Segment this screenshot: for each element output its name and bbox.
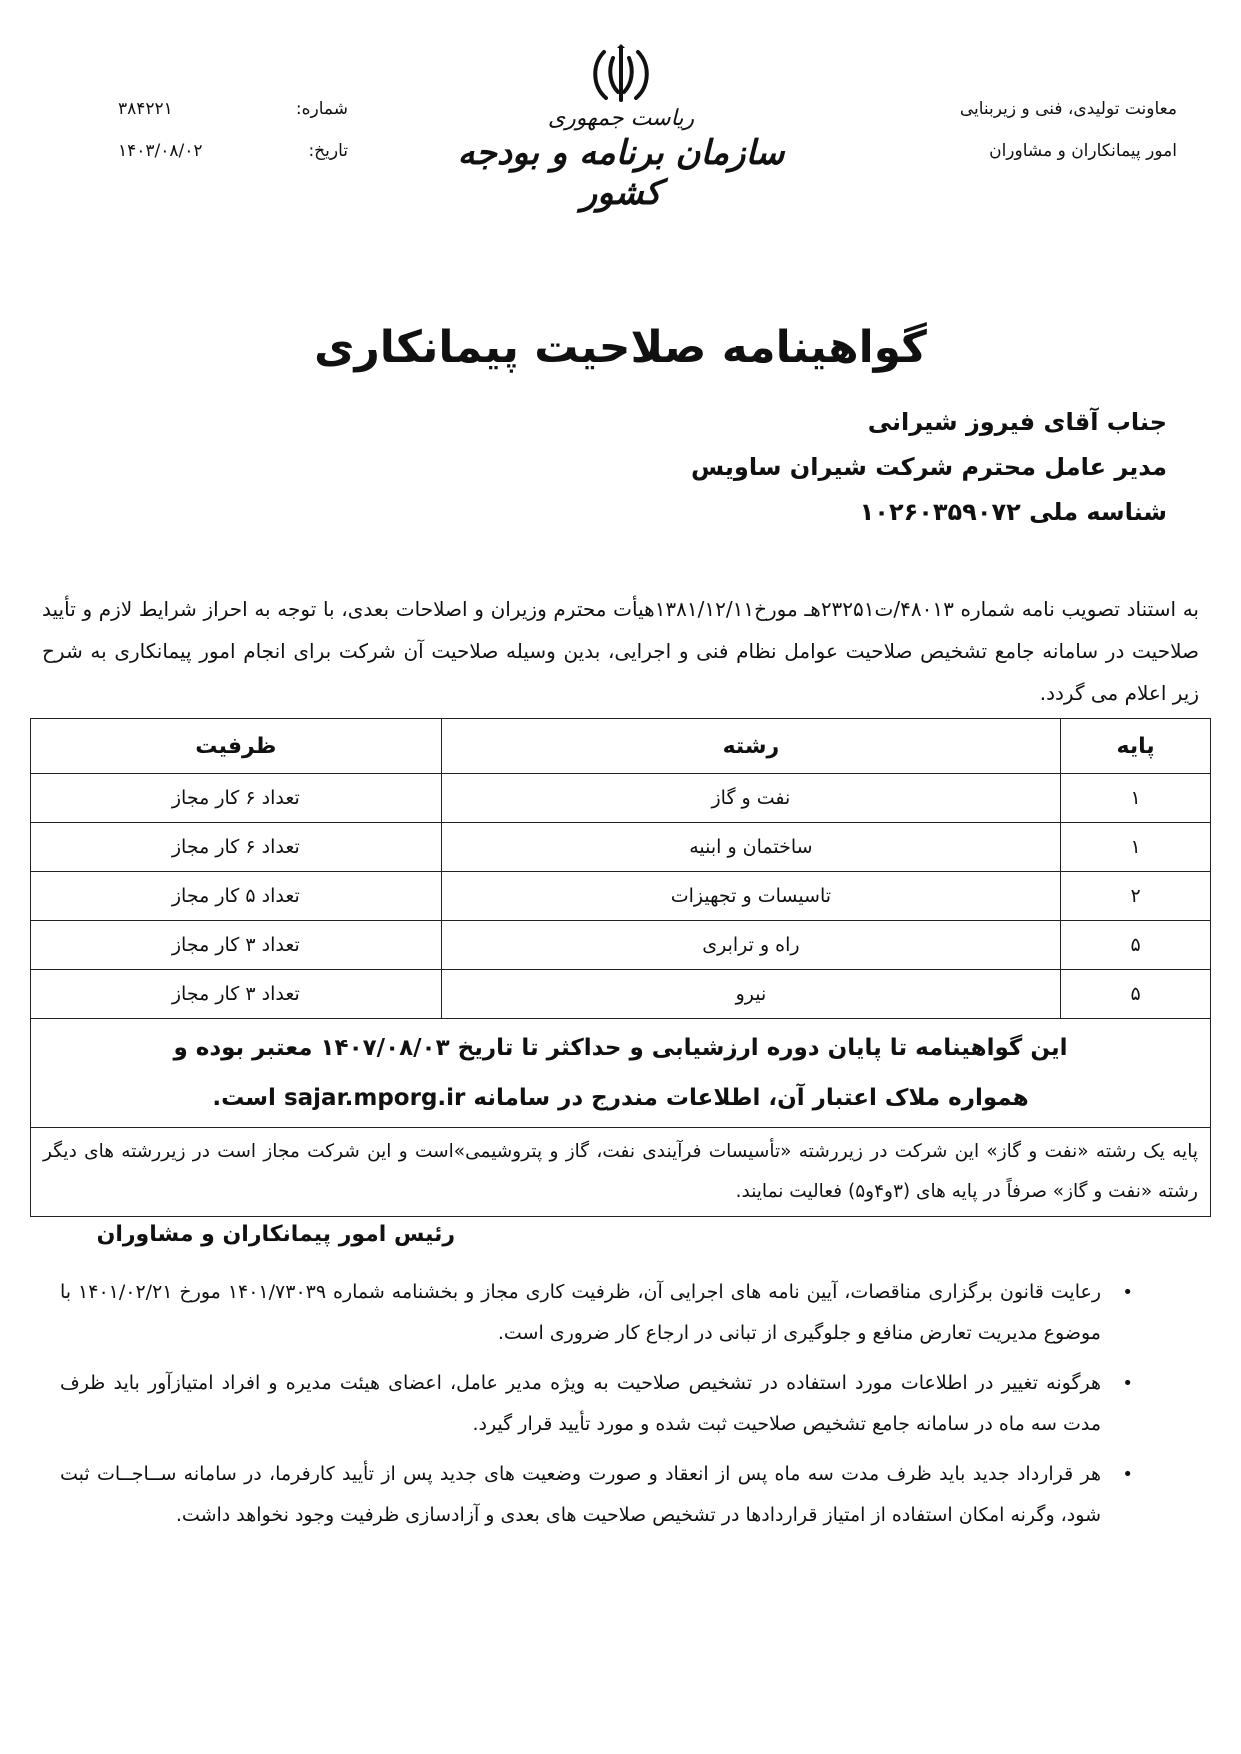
header-field: رشته <box>441 719 1060 774</box>
qualification-table <box>30 718 1211 1217</box>
cell-capacity: تعداد ۳ کار مجاز <box>31 921 442 970</box>
number-row <box>118 88 348 130</box>
validity-line-1: این گواهینامه تا پایان دوره ارزشیابی و حداکثر تا تاریخ ۱۴۰۷/۰۸/۰۳ معتبر بوده و <box>173 1035 1068 1061</box>
list-item-text: رعایت قانون برگزاری مناقصات، آیین نامه های اجرایی آن، ظرفیت کاری مجاز و بخشنامه شماره ۱۴۰۱/۷۳۰۳۹ مورخ ۱۴۰۱/۰۲/۲۱ با موضوع مدیریت تعارض منافع و جلوگیری از تبانی در ارجاع کار ضروری است. <box>60 1281 1102 1344</box>
header-capacity: ظرفیت <box>31 719 442 774</box>
list-item <box>60 1454 1131 1536</box>
cell-capacity: تعداد ۵ کار مجاز <box>31 872 442 921</box>
validity-cell <box>31 1019 1211 1128</box>
cell-capacity: تعداد ۶ کار مجاز <box>31 823 442 872</box>
department-line-2: امور پیمانکاران و مشاوران <box>989 141 1177 161</box>
cell-field: راه و ترابری <box>441 921 1060 970</box>
recipient-block <box>467 400 1167 535</box>
number-label: شماره: <box>295 99 348 119</box>
list-item <box>60 1272 1131 1354</box>
cell-field: نفت و گاز <box>441 774 1060 823</box>
cell-grade: ۱ <box>1061 774 1211 823</box>
date-value: ۱۴۰۳/۰۸/۰۲ <box>118 141 203 161</box>
cell-field: تاسیسات و تجهیزات <box>441 872 1060 921</box>
table-row <box>31 921 1211 970</box>
validity-line-2: همواره ملاک اعتبار آن، اطلاعات مندرج در سامانه sajar.mporg.ir است. <box>212 1085 1029 1111</box>
validity-row <box>31 1019 1211 1128</box>
table-row <box>31 872 1211 921</box>
cell-grade: ۵ <box>1061 970 1211 1019</box>
header-grade: پایه <box>1061 719 1211 774</box>
conditions-list <box>60 1272 1131 1545</box>
recipient-position: مدیر عامل محترم شرکت شیران ساویس <box>690 453 1167 481</box>
list-item-text: هر قرارداد جدید باید ظرف مدت سه ماه پس از انعقاد و صورت وضعیت های جدید پس از تأیید کارفرما، در سامانه ســاجــات ثبت شود، وگرنه امکان استفاده از امتیاز قراردادها در تشخیص صلاحیت های بعدی و آزادسازی ظرفیت وجود نخواهد داشت. <box>60 1463 1101 1526</box>
note-row <box>31 1128 1211 1217</box>
page-title: گواهینامه صلاحیت پیمانکاری <box>314 322 927 373</box>
bullet-icon: • <box>1122 1373 1133 1394</box>
reference-block <box>118 88 348 172</box>
signature-title: رئیس امور پیمانکاران و مشاوران <box>96 1222 455 1247</box>
table-row <box>31 774 1211 823</box>
date-row <box>118 130 348 172</box>
list-item-text: هرگونه تغییر در اطلاعات مورد استفاده در تشخیص صلاحیت به ویژه مدیر عامل، اعضای هیئت مدیره و افراد امتیازآور باید ظرف مدت سه ماه در سامانه جامع تشخیص صلاحیت ثبت شده و مورد تأیید قرار گیرد. <box>60 1372 1101 1435</box>
table-row <box>31 970 1211 1019</box>
date-label: تاریخ: <box>308 141 348 161</box>
table-header-row <box>31 719 1211 774</box>
table-row <box>31 823 1211 872</box>
cell-capacity: تعداد ۶ کار مجاز <box>31 774 442 823</box>
bullet-icon: • <box>1122 1464 1133 1485</box>
recipient-name: جناب آقای فیروز شیرانی <box>867 408 1167 436</box>
organization-name: سازمان برنامه و بودجه کشور <box>457 133 785 213</box>
bullet-icon: • <box>1122 1282 1133 1303</box>
cell-capacity: تعداد ۳ کار مجاز <box>31 970 442 1019</box>
cell-field: نیرو <box>441 970 1060 1019</box>
presidency-text: ریاست جمهوری <box>547 106 695 131</box>
department-line-1: معاونت تولیدی، فنی و زیربنایی <box>959 99 1177 119</box>
cell-grade: ۱ <box>1061 823 1211 872</box>
list-item <box>60 1363 1131 1445</box>
cell-grade: ۲ <box>1061 872 1211 921</box>
department-header <box>847 88 1177 172</box>
organization-logo <box>446 44 796 234</box>
emblem-icon <box>586 44 656 104</box>
national-id: شناسه ملی ۱۰۲۶۰۳۵۹۰۷۲ <box>859 498 1167 526</box>
number-value: ۳۸۴۲۲۱ <box>118 99 173 119</box>
intro-paragraph: به استناد تصویب نامه شماره ۴۸۰۱۳/ت۲۳۲۵۱هـ مورخ۱۳۸۱/۱۲/۱۱هیأت محترم وزیران و اصلاحات بعدی، با توجه به احراز شرایط لازم و تأیید صلاحیت در سامانه جامع تشخیص صلاحیت عوامل نظام فنی و اجرایی، بدین وسیله صلاحیت آن شرکت برای انجام امور پیمانکاری به شرح زیر اعلام می گردد. <box>42 597 1199 705</box>
cell-grade: ۵ <box>1061 921 1211 970</box>
cell-field: ساختمان و ابنیه <box>441 823 1060 872</box>
note-cell: پایه یک رشته «نفت و گاز» این شرکت در زیررشته «تأسیسات فرآیندی نفت، گاز و پتروشیمی»است و این شرکت مجاز است در زیررشته های دیگر رشته «نفت و گاز» صرفاً در پایه های (۳و۴و۵) فعالیت نمایند. <box>31 1128 1211 1217</box>
